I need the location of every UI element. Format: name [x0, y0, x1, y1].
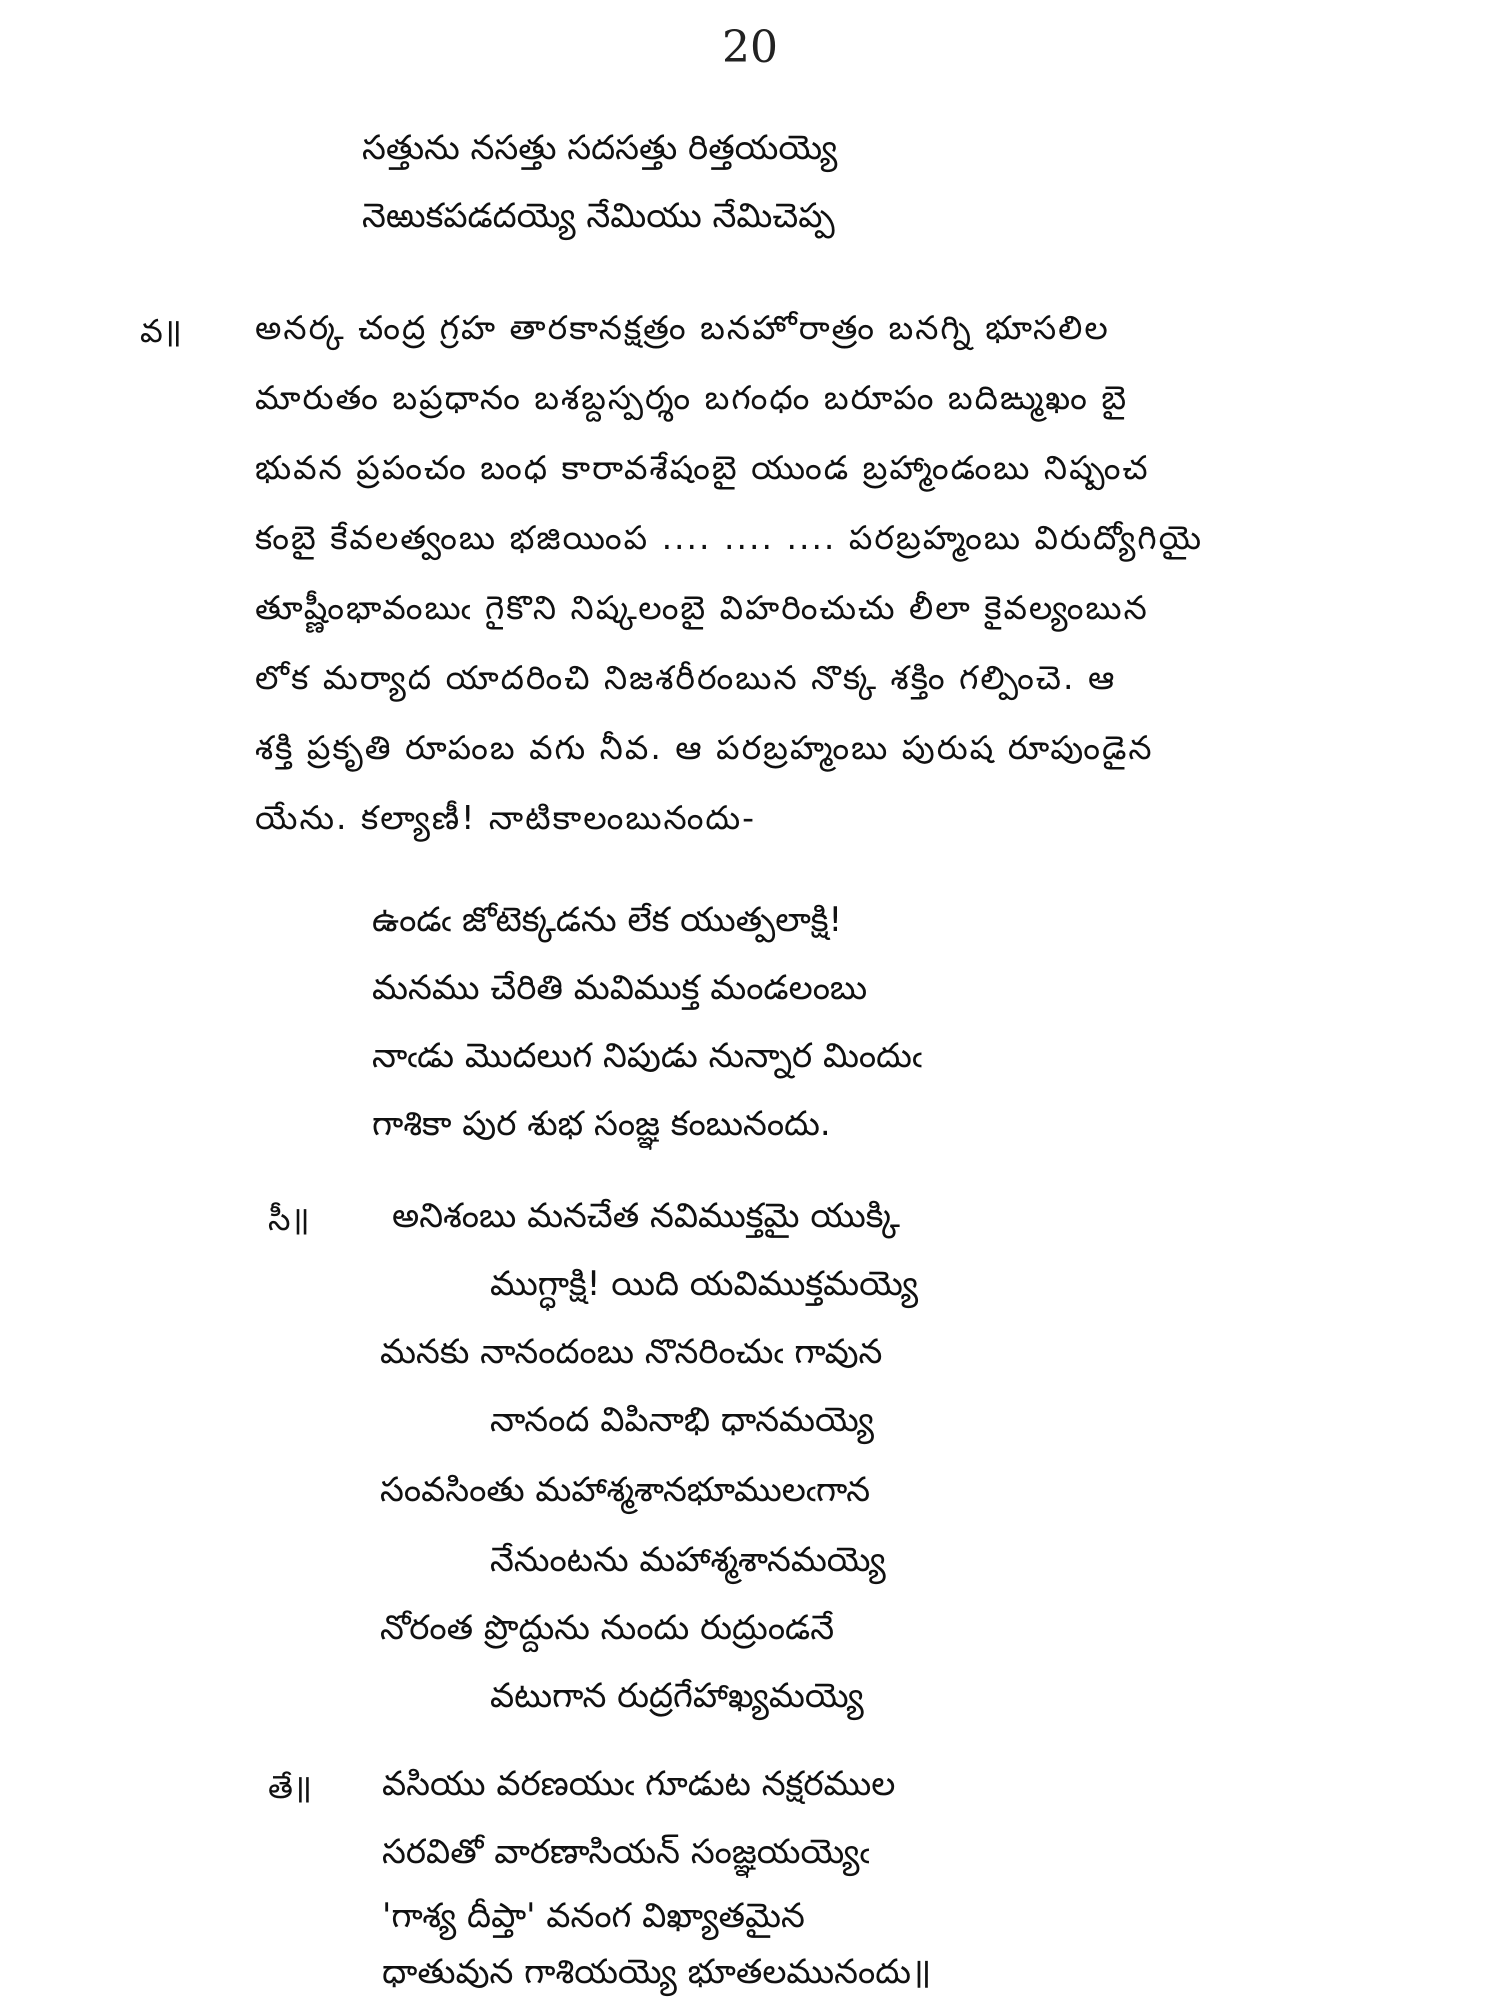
- prose-line-1: అనర్క చంద్ర గ్రహ తారకానక్షత్రం బనహోరాత్రం బనగ్ని భూసలిల: [255, 308, 1110, 347]
- seesam-line-6: నేనుంటను మహాశ్మశానమయ్యె: [490, 1540, 886, 1580]
- verse-middle-line-3: నాఁడు మొదలుగ నిపుడు నున్నార మిందుఁ: [372, 1036, 923, 1076]
- verse-middle-line-2: మనము చేరితి మవిముక్త మండలంబు: [372, 968, 868, 1008]
- seesam-line-8: వటుగాన రుద్రగేహాఖ్యమయ్యె: [490, 1676, 864, 1716]
- teetageeti-line-3: 'గాశ్య దీప్తా' వనంగ విఖ్యాతమైన: [382, 1896, 805, 1936]
- teetageeti-line-2: సరవితో వారణాసియన్ సంజ్ఞయయ్యెఁ: [382, 1832, 870, 1872]
- seesam-line-4: నానంద విపినాభి ధానమయ్యె: [490, 1400, 874, 1440]
- teetageeti-line-4: ధాతువున గాశియయ్యె భూతలమునందు॥: [382, 1952, 932, 1992]
- seesam-line-5: సంవసింతు మహాశ్మశానభూములఁగాన: [380, 1470, 871, 1510]
- prose-line-4: కంబై కేవలత్వంబు భజియింప .... .... .... పరబ్రహ్మంబు విరుద్యోగియై: [255, 518, 1204, 557]
- prose-line-5: తూష్ణీంభావంబుఁ గైకొని నిష్కలంబై విహరించుచు లీలా కైవల్యంబున: [255, 588, 1149, 627]
- seesam-marker: సీ॥: [268, 1200, 310, 1238]
- page-number: 20: [722, 22, 778, 73]
- prose-line-6: లోక మర్యాద యాదరించి నిజశరీరంబున నొక్క శక్తిం గల్పించె. ఆ: [255, 658, 1117, 697]
- prose-line-3: భువన ప్రపంచం బంధ కారావశేషంబై యుండ బ్రహ్మాండంబు నిష్పంచ: [255, 448, 1150, 487]
- prose-line-2: మారుతం బప్రధానం బశబ్దస్పర్శం బగంధం బరూపం బదిఙ్ముఖం బై: [255, 378, 1129, 417]
- vachanam-marker: వ॥: [140, 312, 182, 350]
- teetageeti-line-1: వసియు వరణయుఁ గూడుట నక్షరముల: [382, 1764, 896, 1804]
- seesam-line-7: నోరంత ప్రొద్దును నుందు రుద్రుండనే: [380, 1608, 835, 1648]
- verse-top-line-1: సత్తును నసత్తు సదసత్తు రిత్తయయ్యె: [362, 128, 838, 168]
- verse-middle-line-1: ఉండఁ జోటెక్కడను లేక యుత్పలాక్షి!: [372, 900, 843, 940]
- verse-top-line-2: నెఱుకపడదయ్యె నేమియు నేమిచెప్ప: [362, 196, 835, 236]
- teetageeti-marker: తే॥: [268, 1768, 313, 1806]
- seesam-line-3: మనకు నానందంబు నొనరించుఁ గావున: [380, 1332, 883, 1372]
- seesam-line-2: ముగ్ధాక్షి! యిది యవిముక్తమయ్యె: [490, 1264, 919, 1304]
- prose-line-8: యేను. కల్యాణీ! నాటికాలంబునందు-: [255, 798, 757, 837]
- seesam-line-1: అనిశంబు మనచేత నవిముక్తమై యుక్కి: [392, 1196, 900, 1236]
- verse-middle-line-4: గాశికా పుర శుభ సంజ్ఞ కంబునందు.: [372, 1104, 831, 1144]
- prose-line-7: శక్తి ప్రకృతి రూపంబ వగు నీవ. ఆ పరబ్రహ్మంబు పురుష రూపుండైన: [255, 728, 1154, 767]
